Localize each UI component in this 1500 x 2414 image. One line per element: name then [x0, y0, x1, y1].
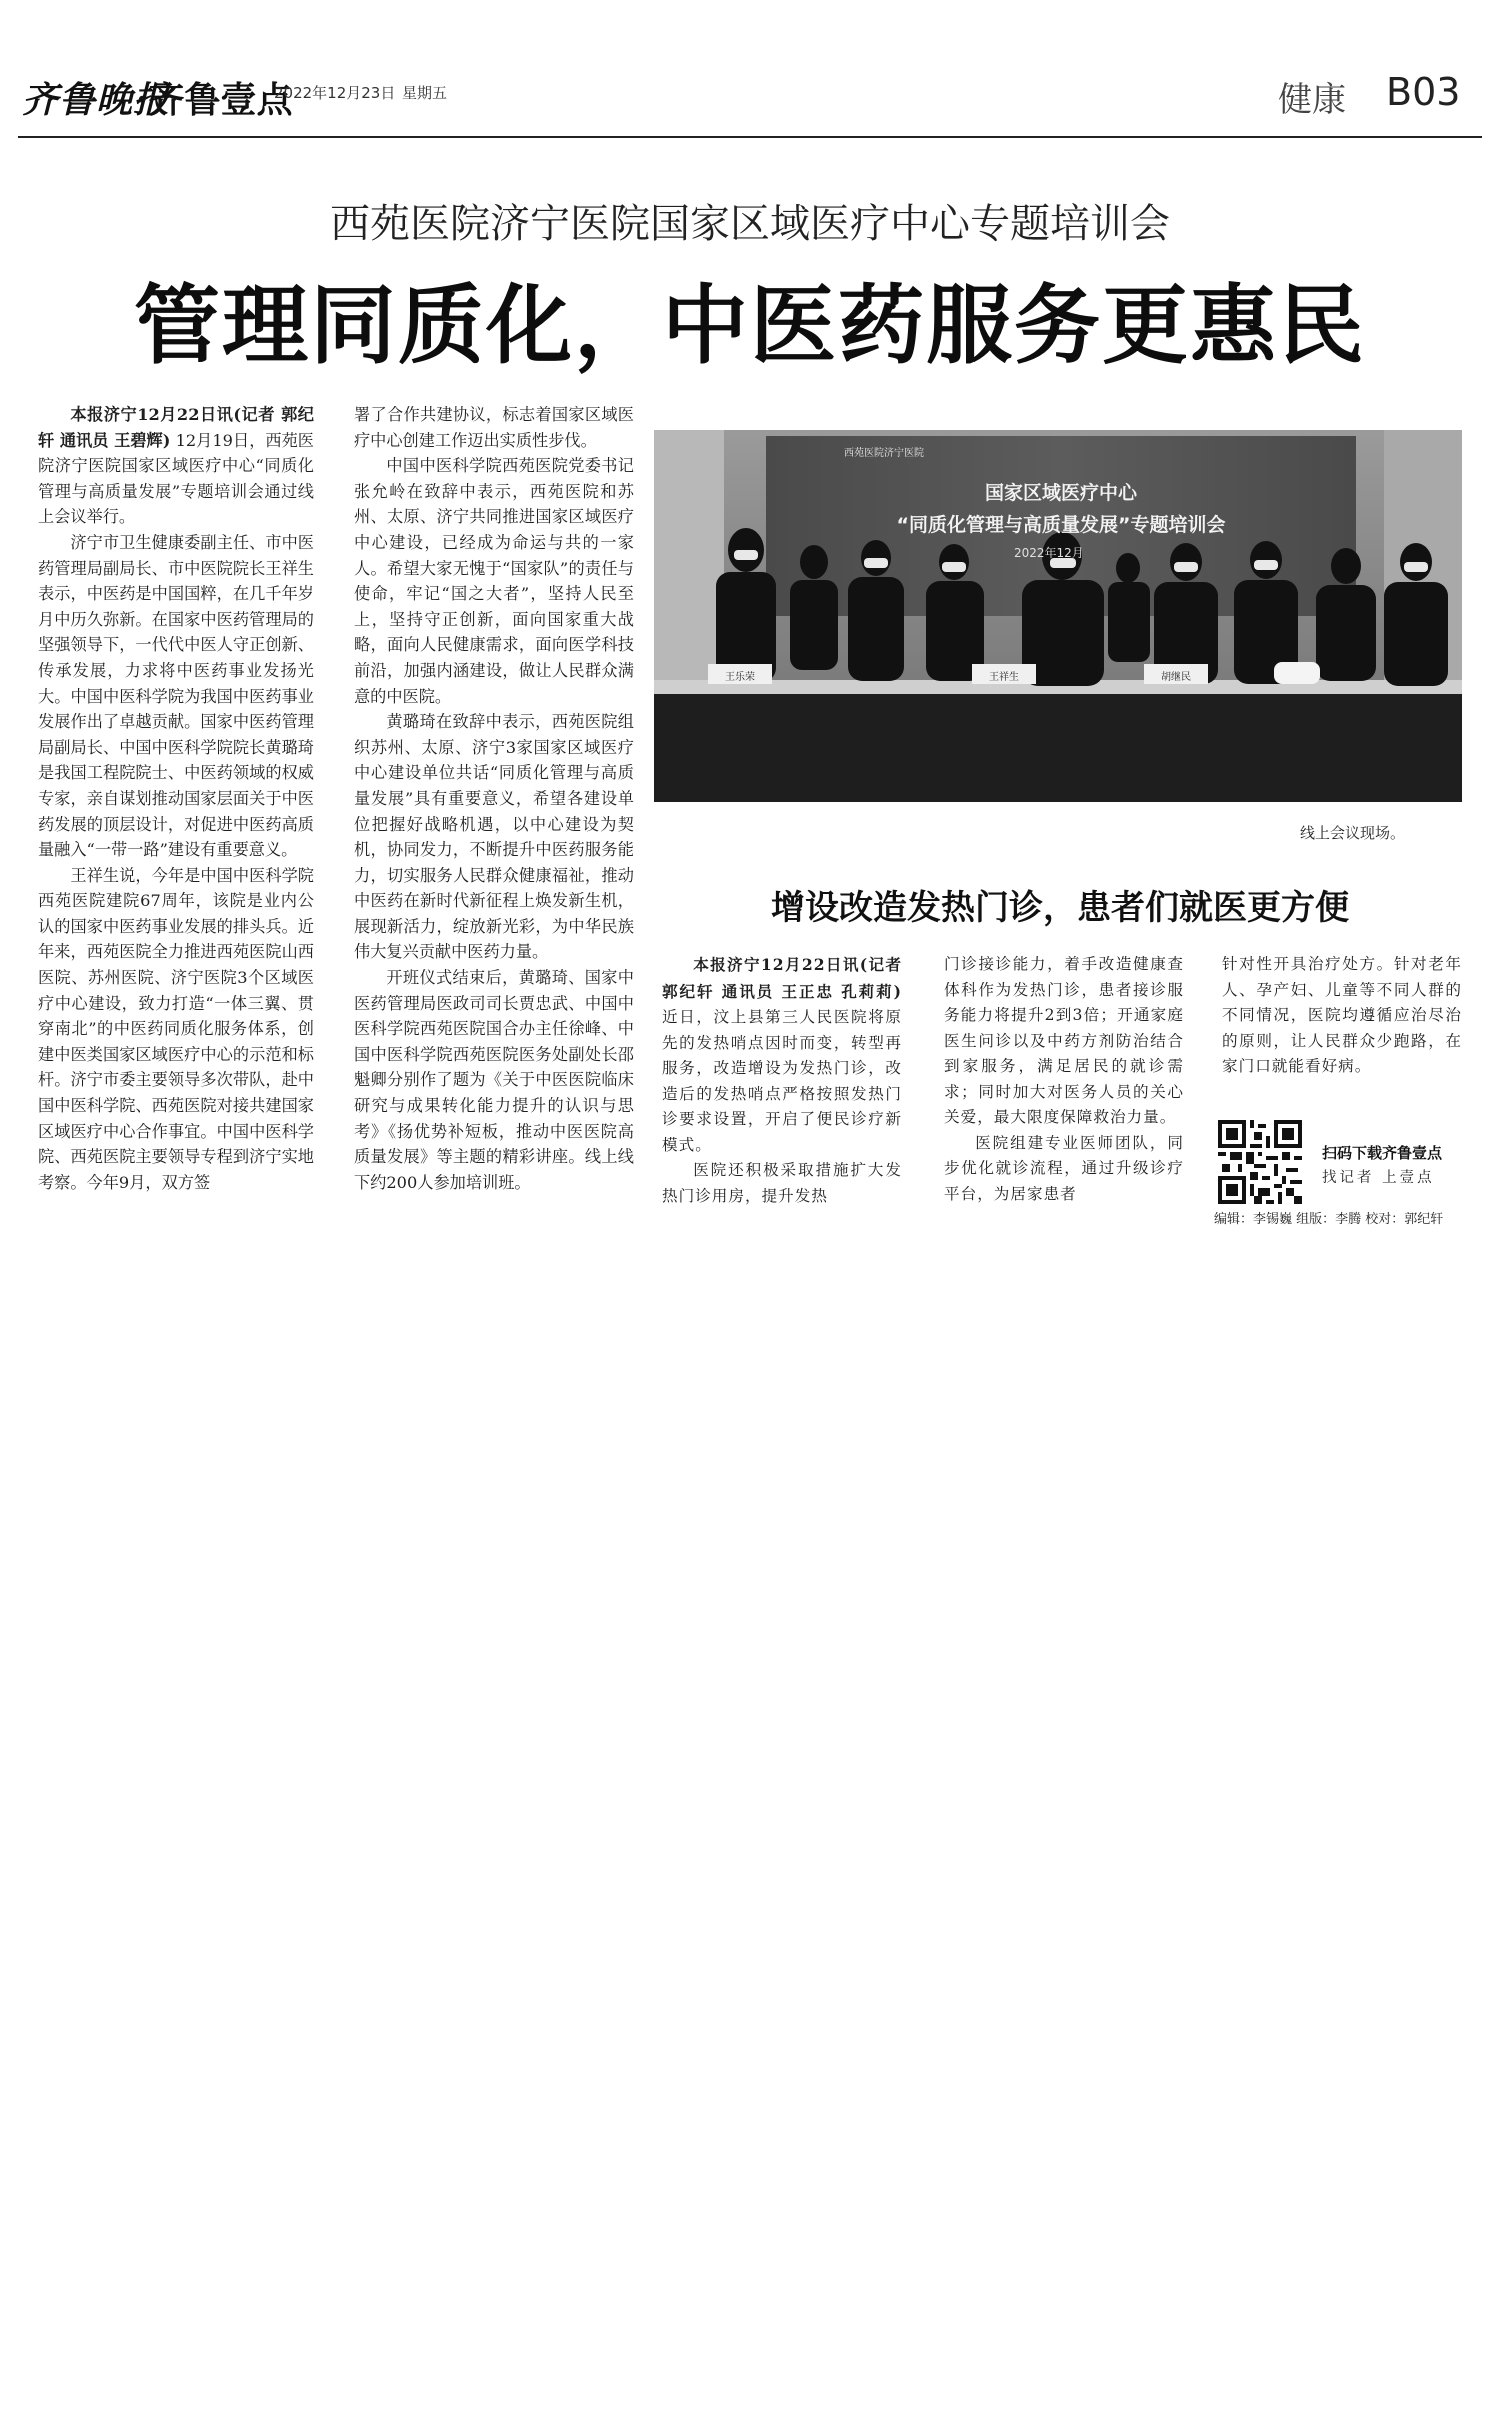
newspaper-logo: 齐鲁晚报 — [22, 79, 171, 121]
issue-date: 2022年12月23日 — [274, 84, 396, 102]
paragraph-text: 近日，汶上县第三人民医院将原先的发热哨点因时而变，转型再服务，改造增设为发热门诊，改造后的发热哨点严格按照发热门诊要求设置，开启了便民诊疗新模式。 — [662, 1008, 902, 1154]
article-paragraph — [38, 402, 314, 530]
article-column-2 — [354, 402, 634, 1195]
article-kicker: 西苑医院济宁医院国家区域医疗中心专题培训会 — [330, 201, 1170, 247]
nameplate: 胡继民 — [1161, 672, 1191, 683]
article2-column-2 — [944, 952, 1184, 1207]
editor-credits: 编辑：李锡巍 组版：李腾 校对：郭纪轩 — [1214, 1212, 1444, 1227]
section-name: 健康 — [1278, 80, 1346, 120]
app-logo: ·齐鲁壹点 — [136, 79, 293, 121]
article-paragraph: 济宁市卫生健康委副主任、市中医药管理局副局长、市中医院院长王祥生表示，中医药是中国国粹，在几千年岁月中历久弥新。在国家中医药管理局的坚强领导下，一代代中医人守正创新、传承发展，力求将中医药事业发扬光大。中国中医科学院为我国中医药事业发展作出了卓越贡献。国家中医药管理局副局长、中国中医科学院院长黄璐琦是我国工程院院士、中医药领域的权威专家，亲自谋划推动国家层面关于中医药发展的顶层设计，对促进中医药高质量融入“一带一路”建设有重要意义。 — [38, 532, 314, 860]
banner-title-2: “同质化管理与高质量发展”专题培训会 — [896, 514, 1226, 536]
article-column-1 — [38, 402, 314, 1195]
page-number: B03 — [1386, 70, 1461, 114]
dateline: 本报济宁12月22日讯(记者 郭纪轩 通讯员 王碧辉) — [38, 405, 314, 450]
article-paragraph: 署了合作共建协议，标志着国家区域医疗中心创建工作迈出实质性步伐。 — [354, 405, 634, 450]
article2-headline: 增设改造发热门诊，患者们就医更方便 — [771, 888, 1349, 928]
banner-date: 2022年12月 — [1014, 546, 1084, 560]
qr-subcaption: 找记者 上壹点 — [1322, 1170, 1435, 1186]
issue-weekday: 星期五 — [402, 84, 448, 102]
article-paragraph: 黄璐琦在致辞中表示，西苑医院组织苏州、太原、济宁3家国家区域医疗中心建设单位共话“同质化管理与高质量发展”具有重要意义，希望各建设单位把握好战略机遇，以中心建设为契机，协同发力，不断提升中医药服务能力，切实服务人民群众健康福祉，推动中医药在新时代新征程上焕发新生机，展现新活力，绽放新光彩，为中华民族伟大复兴贡献中医药力量。 — [354, 712, 634, 962]
article-paragraph: 王祥生说，今年是中国中医科学院西苑医院建院67周年，该院是业内公认的国家中医药事业发展的排头兵。近年来，西苑医院全力推进西苑医院山西医院、苏州医院、济宁医院3个区域医疗中心建设，致力打造“一体三翼、贯穿南北”的中医药同质化服务体系，创建中医类国家区域医疗中心的示范和标杆。济宁市委主要领导多次带队，赴中国中医科学院、西苑医院对接共建国家区域医疗中心合作事宜。中国中医科学院、西苑医院主要领导专程到济宁实地考察。今年9月，双方签 — [38, 865, 314, 1192]
nameplate: 王祥生 — [989, 672, 1019, 683]
meeting-photo — [654, 430, 1462, 802]
paragraph-text: 12月19日，西苑医院济宁医院国家区域医疗中心“同质化管理与高质量发展”专题培训会通过线上会议举行。 — [38, 430, 314, 527]
banner-title-1: 国家区域医疗中心 — [984, 482, 1137, 504]
qr-caption: 扫码下载齐鲁壹点 — [1322, 1144, 1443, 1162]
article-headline: 管理同质化，中医药服务更惠民 — [134, 275, 1366, 376]
article-paragraph — [662, 952, 902, 1158]
article-paragraph: 医院还积极采取措施扩大发热门诊用房，提升发热 — [662, 1161, 902, 1205]
article-paragraph: 医院组建专业医师团队，同步优化就诊流程，通过升级诊疗平台，为居家患者 — [944, 1133, 1184, 1203]
nameplate: 王乐荣 — [725, 672, 755, 683]
banner-org: 西苑医院济宁医院 — [844, 448, 924, 459]
article-paragraph: 针对性开具治疗处方。针对老年人、孕产妇、儿童等不同人群的不同情况，医院均遵循应治尽治的原则，让人民群众少跑路，在家门口就能看好病。 — [1222, 955, 1462, 1075]
qr-code-icon — [1218, 1120, 1302, 1204]
photo-caption: 线上会议现场。 — [1300, 824, 1406, 842]
article2-column-3 — [1222, 952, 1462, 1080]
dateline: 本报济宁12月22日讯(记者 郭纪轩 通讯员 王正忠 孔莉莉) — [662, 955, 902, 1001]
article2-column-1 — [662, 952, 902, 1209]
masthead-rule — [18, 136, 1482, 138]
masthead — [0, 0, 1500, 140]
qr-code[interactable] — [1218, 1120, 1302, 1204]
article-paragraph: 开班仪式结束后，黄璐琦、国家中医药管理局医政司司长贾忠武、中国中医科学院西苑医院国合办主任徐峰、中国中医科学院西苑医院医务处副处长邵魁卿分别作了题为《关于中医医院临床研究与成果转化能力提升的认识与思考》《扬优势补短板，推动中医医院高质量发展》等主题的精彩讲座。线上线下约200人参加培训班。 — [354, 968, 634, 1192]
article-paragraph: 门诊接诊能力，着手改造健康查体科作为发热门诊，患者接诊服务能力将提升2到3倍；开通家庭医生问诊以及中药方剂防治结合到家服务，满足居民的就诊需求；同时加大对医务人员的关心关爱，最大限度保障救治力量。 — [944, 955, 1184, 1126]
article-paragraph: 中国中医科学院西苑医院党委书记张允岭在致辞中表示，西苑医院和苏州、太原、济宁共同推进国家区域医疗中心建设，已经成为命运与共的一家人。希望大家无愧于“国家队”的责任与使命，牢记“国之大者”，坚持人民至上，坚持守正创新，面向国家重大战略，面向人民健康需求，面向医学科技前沿，加强内涵建设，做让人民群众满意的中医院。 — [354, 456, 634, 706]
